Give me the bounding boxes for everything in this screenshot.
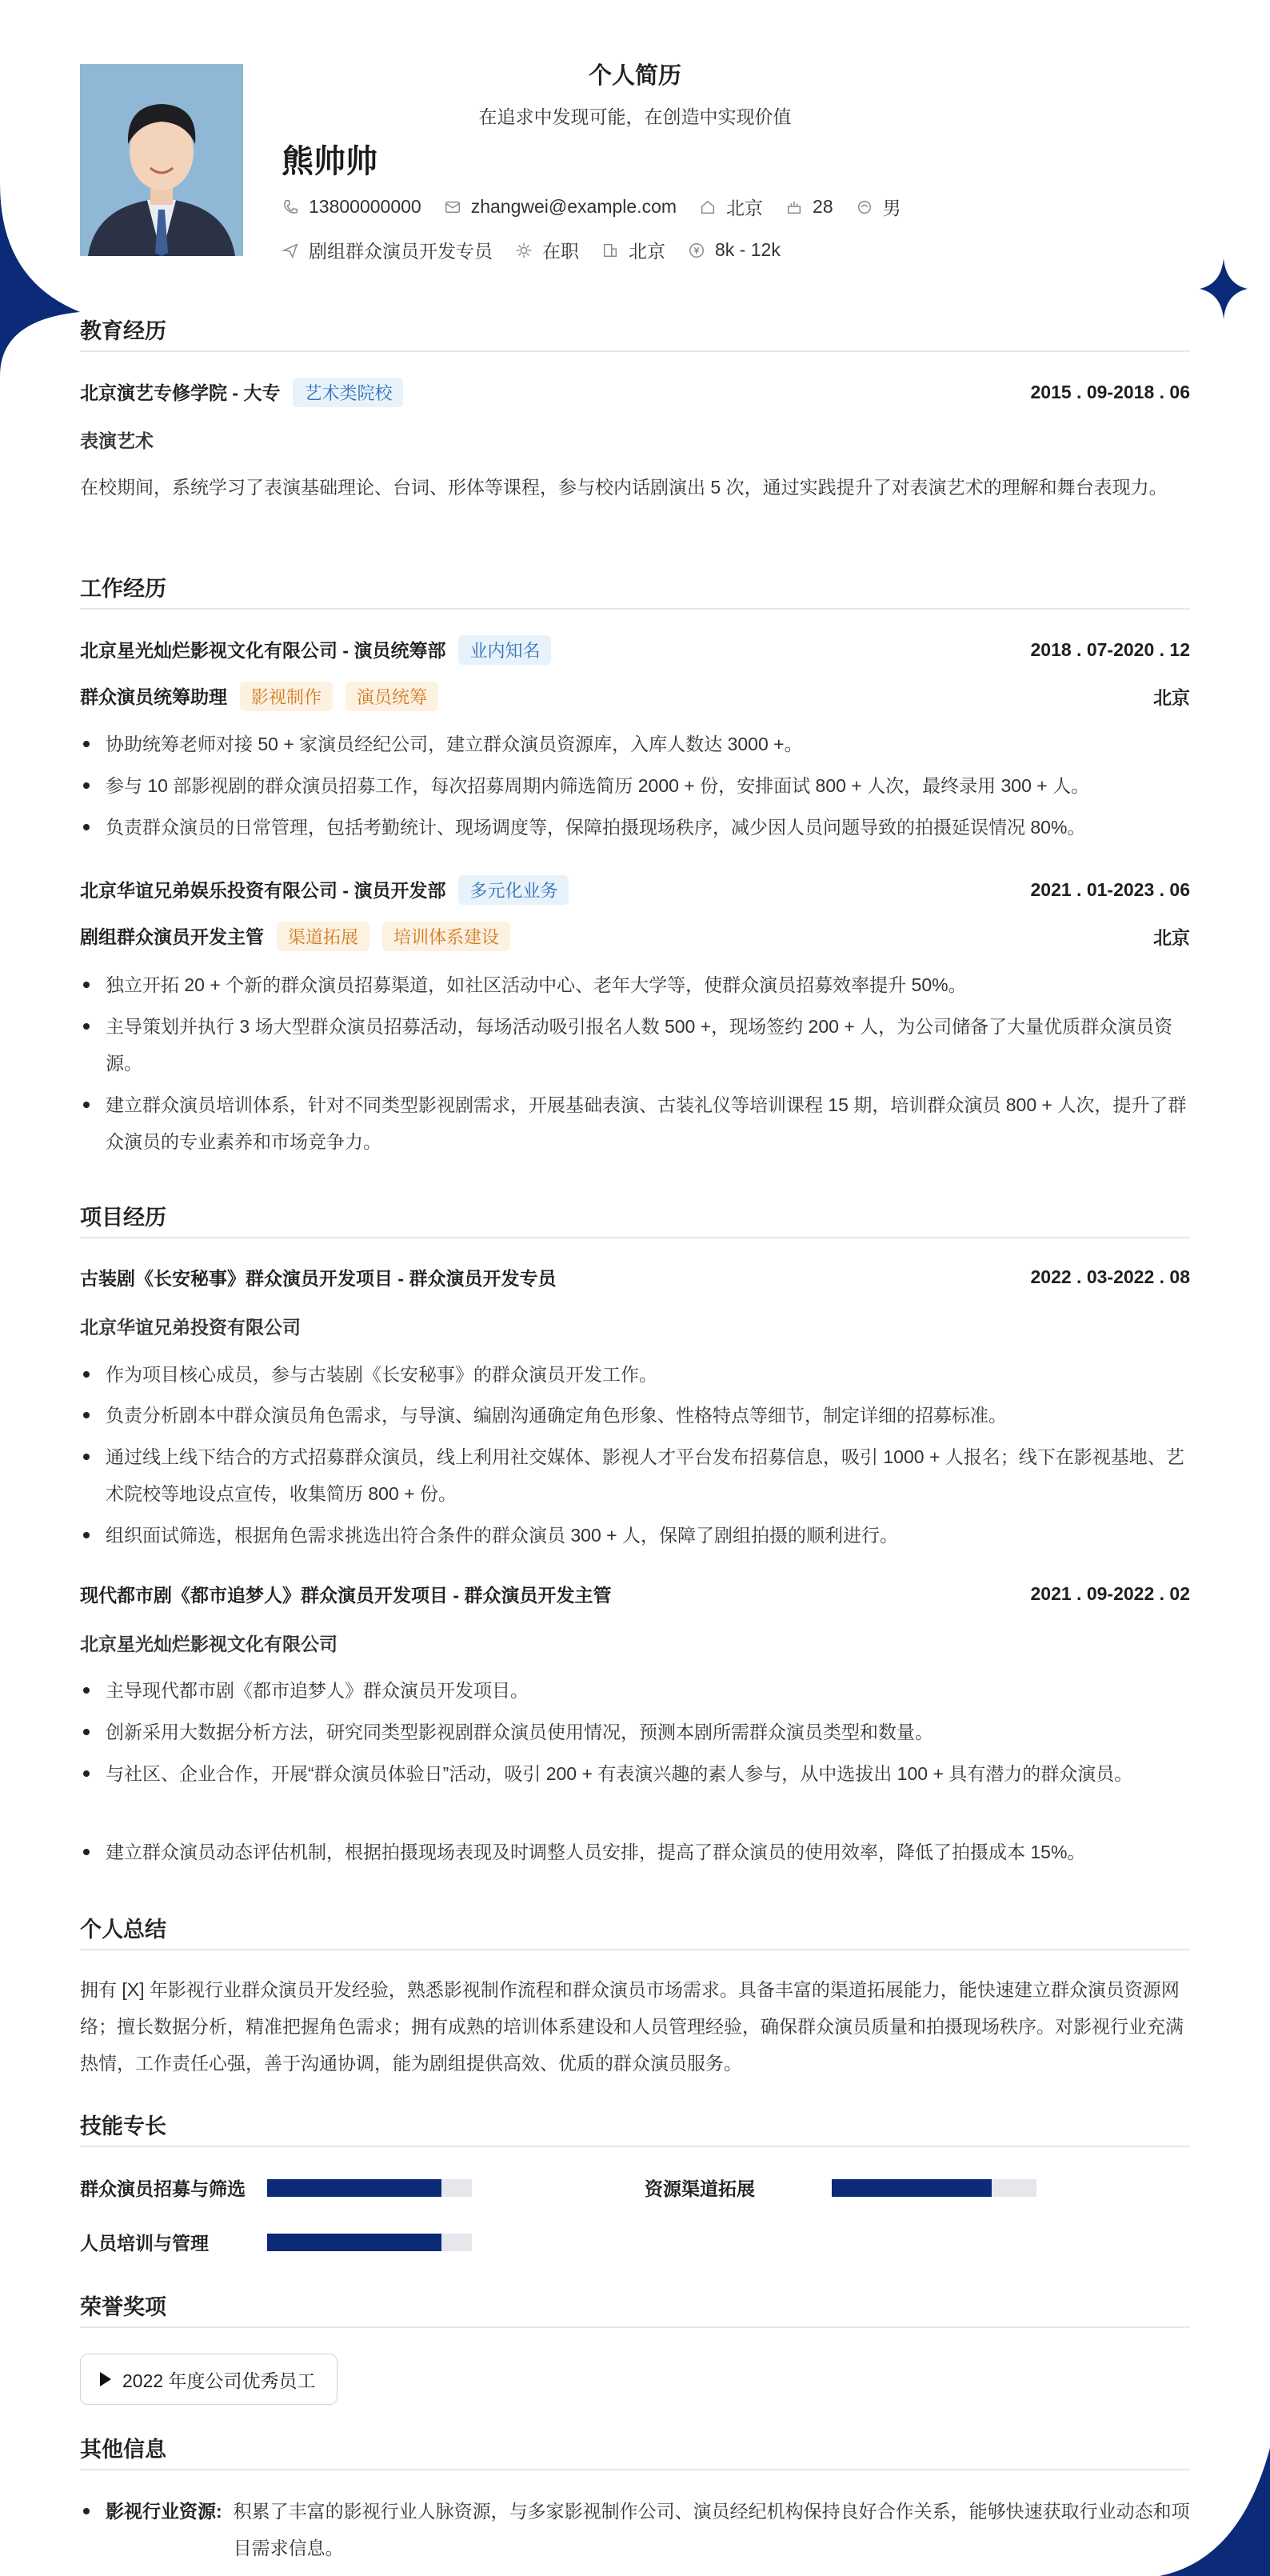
work-role-row bbox=[80, 922, 1190, 951]
money-icon bbox=[688, 242, 705, 259]
section-title: 项目经历 bbox=[80, 1200, 1190, 1238]
list-item: 组织面试筛选，根据角色需求挑选出符合条件的群众演员 300 + 人，保障了剧组拍摄的顺利进行。 bbox=[80, 1517, 1190, 1554]
project-title: 古装剧《长安秘事》群众演员开发项目 - 群众演员开发专员 bbox=[80, 1268, 557, 1289]
award-item bbox=[80, 2354, 337, 2405]
section-title: 荣誉奖项 bbox=[80, 2290, 1190, 2328]
list-item: 主导现代都市剧《都市追梦人》群众演员开发项目。 bbox=[80, 1672, 1190, 1709]
major: 表演艺术 bbox=[80, 430, 154, 451]
cake-icon bbox=[785, 198, 803, 216]
other-section bbox=[80, 2432, 1190, 2470]
role-tag: 渠道拓展 bbox=[277, 922, 369, 951]
skill-name: 群众演员招募与筛选 bbox=[80, 2178, 246, 2199]
skill-item bbox=[80, 2174, 472, 2201]
section-title: 个人总结 bbox=[80, 1912, 1190, 1950]
company-name: 北京华谊兄弟娱乐投资有限公司 - 演员开发部 bbox=[80, 880, 446, 901]
education-header bbox=[80, 378, 1190, 407]
company-tag: 业内知名 bbox=[458, 635, 551, 665]
skill-bar-fill bbox=[267, 2234, 441, 2251]
other-label: 影视行业资源: bbox=[106, 2501, 222, 2522]
intent-position: 剧组群众演员开发专员 bbox=[282, 237, 493, 263]
skill-item bbox=[645, 2174, 1036, 2201]
project-header bbox=[80, 1581, 1190, 1607]
project-date: 2021 . 09-2022 . 02 bbox=[1030, 1583, 1190, 1604]
skill-name: 人员培训与管理 bbox=[80, 2233, 209, 2254]
list-item: 主导策划并执行 3 场大型群众演员招募活动，每场活动吸引报名人数 500 +，现场签约 200 + 人，为公司储备了大量优质群众演员资源。 bbox=[80, 1008, 1190, 1082]
project-title: 现代都市剧《都市追梦人》群众演员开发项目 - 群众演员开发主管 bbox=[80, 1585, 612, 1606]
work-date: 2018 . 07-2020 . 12 bbox=[1030, 639, 1190, 660]
projects-section bbox=[80, 1200, 1190, 1238]
school-name: 北京演艺专修学院 - 大专 bbox=[80, 382, 281, 403]
gear-icon bbox=[515, 242, 533, 259]
skills-section bbox=[80, 2109, 1190, 2147]
avatar bbox=[80, 64, 243, 256]
work-role-row bbox=[80, 682, 1190, 711]
work-item-header bbox=[80, 635, 1190, 665]
school-tag: 艺术类院校 bbox=[293, 378, 403, 407]
project-header bbox=[80, 1264, 1190, 1290]
contact-row bbox=[282, 194, 924, 220]
mail-icon bbox=[444, 198, 461, 216]
star-icon bbox=[1200, 258, 1248, 319]
home-icon bbox=[699, 198, 717, 216]
role-tag: 影视制作 bbox=[240, 682, 333, 711]
work-city: 北京 bbox=[1153, 927, 1190, 948]
contact-gender: 男 bbox=[856, 194, 901, 220]
page-subtitle: 在追求中发现可能，在创造中实现价值 bbox=[478, 106, 792, 127]
skill-bar bbox=[267, 2234, 472, 2251]
list-item: 通过线上线下结合的方式招募群众演员，线上利用社交媒体、影视人才平台发布招募信息，吸引 1000 + 人报名；线下在影视基地、艺术院校等地设点宣传，收集简历 800 + 份。 bbox=[80, 1438, 1190, 1512]
role-title: 群众演员统筹助理 bbox=[80, 686, 227, 707]
honors-section bbox=[80, 2290, 1190, 2328]
award-label: 2022 年度公司优秀员工 bbox=[122, 2370, 316, 2391]
role-title: 剧组群众演员开发主管 bbox=[80, 926, 264, 947]
send-icon bbox=[282, 242, 299, 259]
list-item: 作为项目核心成员，参与古装剧《长安秘事》的群众演员开发工作。 bbox=[80, 1356, 1190, 1393]
intent-city: 北京 bbox=[601, 237, 665, 263]
other-item bbox=[80, 2493, 1190, 2566]
work-item-header bbox=[80, 875, 1190, 905]
skill-bar bbox=[267, 2179, 472, 2197]
list-item: 负责分析剧本中群众演员角色需求，与导演、编剧沟通确定角色形象、性格特点等细节，制定详细的招募标准。 bbox=[80, 1397, 1190, 1434]
contact-age: 28 bbox=[785, 196, 833, 218]
project-company: 北京华谊兄弟投资有限公司 bbox=[80, 1317, 301, 1338]
list-item: 建立群众演员培训体系，针对不同类型影视剧需求，开展基础表演、古装礼仪等培训课程 15 期，培训群众演员 800 + 人次，提升了群众演员的专业素养和市场竞争力。 bbox=[80, 1086, 1190, 1160]
company-tag: 多元化业务 bbox=[458, 875, 569, 905]
job-intent-row bbox=[282, 237, 803, 263]
contact-city: 北京 bbox=[699, 194, 763, 220]
skill-item bbox=[80, 2229, 472, 2255]
skill-bar-fill bbox=[832, 2179, 992, 2197]
list-item: 独立开拓 20 + 个新的群众演员招募渠道，如社区活动中心、老年大学等，使群众演员招募效率提升 50%。 bbox=[80, 966, 1190, 1003]
building-icon bbox=[601, 242, 619, 259]
phone-icon bbox=[282, 198, 299, 216]
contact-email: zhangwei@example.com bbox=[444, 196, 677, 218]
other-text: 积累了丰富的影视行业人脉资源，与多家影视制作公司、演员经纪机构保持良好合作关系，能够快速获取行业动态和项目需求信息。 bbox=[233, 2501, 1190, 2558]
play-icon bbox=[100, 2372, 111, 2386]
section-title: 其他信息 bbox=[80, 2432, 1190, 2470]
work-city: 北京 bbox=[1153, 687, 1190, 708]
intent-salary: 8k - 12k bbox=[688, 239, 781, 261]
summary-text: 拥有 [X] 年影视行业群众演员开发经验，熟悉影视制作流程和群众演员市场需求。具备丰富的渠道拓展能力，能快速建立群众演员资源网络；擅长数据分析，精准把握角色需求；拥有成熟的培训体系建设和人员管理经验，确保群众演员质量和拍摄现场秩序。对影视行业充满热情，工作责任心强，善于沟通协调，能为剧组提供高效、优质的群众演员服务。 bbox=[80, 1979, 1184, 2074]
project-date: 2022 . 03-2022 . 08 bbox=[1030, 1266, 1190, 1287]
intent-status: 在职 bbox=[515, 237, 579, 263]
role-tag: 演员统筹 bbox=[345, 682, 438, 711]
section-title: 教育经历 bbox=[80, 314, 1190, 352]
work-date: 2021 . 01-2023 . 06 bbox=[1030, 879, 1190, 900]
skill-name: 资源渠道拓展 bbox=[645, 2178, 755, 2199]
list-item: 建立群众演员动态评估机制，根据拍摄现场表现及时调整人员安排，提高了群众演员的使用效率，降低了拍摄成本 15%。 bbox=[80, 1834, 1190, 1870]
list-item: 与社区、企业合作，开展“群众演员体验日”活动，吸引 200 + 有表演兴趣的素人参与，从中选拔出 100 + 具有潜力的群众演员。 bbox=[80, 1755, 1190, 1792]
contact-phone: 13800000000 bbox=[282, 196, 421, 218]
resume-page bbox=[80, 0, 1190, 2576]
list-item: 负责群众演员的日常管理，包括考勤统计、现场调度等，保障拍摄现场秩序，减少因人员问题导致的拍摄延误情况 80%。 bbox=[80, 809, 1190, 846]
role-tag: 培训体系建设 bbox=[382, 922, 510, 951]
section-title: 技能专长 bbox=[80, 2109, 1190, 2147]
section-title: 工作经历 bbox=[80, 571, 1190, 610]
education-desc: 在校期间，系统学习了表演基础理论、台词、形体等课程，参与校内话剧演出 5 次，通过实践提升了对表演艺术的理解和舞台表现力。 bbox=[80, 477, 1168, 498]
list-item: 创新采用大数据分析方法，研究同类型影视剧群众演员使用情况，预测本剧所需群众演员类型和数量。 bbox=[80, 1714, 1190, 1750]
education-date: 2015 . 09-2018 . 06 bbox=[1030, 382, 1190, 402]
gender-icon bbox=[856, 198, 873, 216]
list-item: 协助统筹老师对接 50 + 家演员经纪公司，建立群众演员资源库，入库人数达 3000 +。 bbox=[80, 726, 1190, 762]
skill-bar-fill bbox=[267, 2179, 441, 2197]
company-name: 北京星光灿烂影视文化有限公司 - 演员统筹部 bbox=[80, 640, 446, 661]
project-company: 北京星光灿烂影视文化有限公司 bbox=[80, 1634, 337, 1654]
summary-section bbox=[80, 1912, 1190, 1950]
education-section bbox=[80, 314, 1190, 352]
left-decoration bbox=[0, 184, 88, 376]
skill-bar bbox=[832, 2179, 1036, 2197]
work-section bbox=[80, 571, 1190, 610]
candidate-name: 熊帅帅 bbox=[282, 144, 377, 179]
list-item: 参与 10 部影视剧的群众演员招募工作，每次招募周期内筛选简历 2000 + 份，安排面试 800 + 人次，最终录用 300 + 人。 bbox=[80, 767, 1190, 804]
page-title: 个人简历 bbox=[588, 63, 681, 89]
